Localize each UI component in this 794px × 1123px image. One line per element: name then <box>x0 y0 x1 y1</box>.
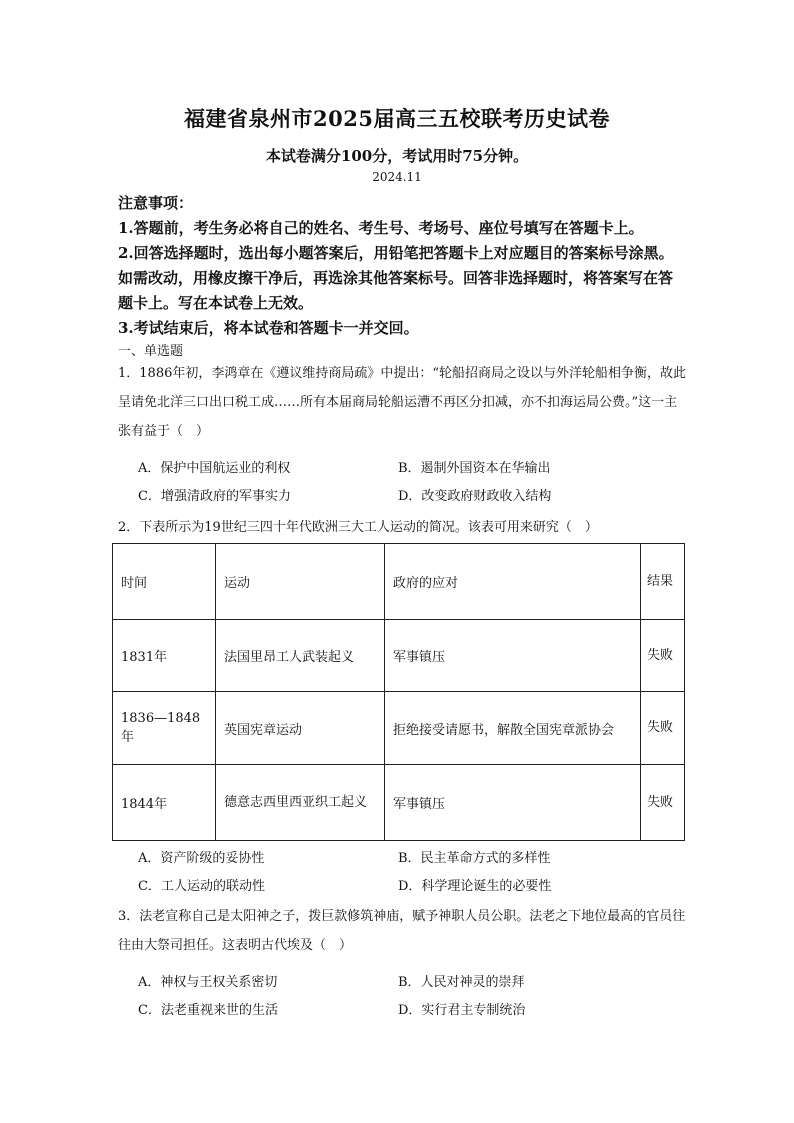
note-item: 1.答题前，考生务必将自己的姓名、考生号、考场号、座位号填写在答题卡上。 <box>118 219 644 237</box>
exam-title: 福建省泉州市2025届高三五校联考历史试卷 <box>184 106 610 131</box>
notes-heading: 注意事项： <box>118 194 194 212</box>
option-c[interactable]: C．工人运动的联动性 <box>138 878 265 894</box>
note-item: 3.考试结束后，将本试卷和答题卡一并交回。 <box>118 319 419 337</box>
option-b[interactable]: B．遏制外国资本在华输出 <box>398 460 551 476</box>
labor-movements-table <box>112 543 685 841</box>
question-stem: 1．1886年初，李鸿章在《遵议维持商局疏》中提出：“轮船招商局之设以与外洋轮船相争衡，故此呈请免北洋三口出口税工成……所有本届商局轮船运漕不再区分扣减，亦不扣海运局公费。”这一主张有益于（ ） <box>118 366 687 439</box>
table-header-cell: 政府的应对 <box>385 544 641 620</box>
option-a[interactable]: A．神权与王权关系密切 <box>138 974 278 990</box>
table-row <box>113 620 685 692</box>
option-a[interactable]: A．资产阶级的妥协性 <box>138 850 265 866</box>
table-cell: 1836—1848年 <box>113 692 216 765</box>
option-c[interactable]: C．法老重视来世的生活 <box>138 1002 278 1018</box>
option-d[interactable]: D．实行君主专制统治 <box>398 1002 526 1018</box>
table-header-cell: 结果 <box>641 544 685 620</box>
table-row <box>113 692 685 765</box>
table-cell: 拒绝接受请愿书，解散全国宪章派协会 <box>385 692 641 765</box>
question-2-options <box>138 842 658 898</box>
note-item: 2.回答选择题时，选出每小题答案后，用铅笔把答题卡上对应题目的答案标号涂黑。如需改动，用橡皮擦干净后，再选涂其他答案标号。回答非选择题时，将答案写在答题卡上。写在本试卷上无效。 <box>118 244 674 312</box>
question-2 <box>118 513 686 542</box>
section-title: 一、单选题 <box>118 344 184 359</box>
table-cell: 法国里昂工人武装起义 <box>216 620 385 692</box>
table-cell: 英国宪章运动 <box>216 692 385 765</box>
table-row <box>113 765 685 841</box>
table-header-row <box>113 544 685 620</box>
option-a[interactable]: A．保护中国航运业的利权 <box>138 460 291 476</box>
notes-list <box>118 216 686 341</box>
question-3 <box>118 902 686 960</box>
option-c[interactable]: C．增强清政府的军事实力 <box>138 488 291 504</box>
option-b[interactable]: B．民主革命方式的多样性 <box>398 850 551 866</box>
table-cell: 德意志西里西亚织工起义 <box>216 765 385 841</box>
table-cell: 军事镇压 <box>385 620 641 692</box>
table-cell: 失败 <box>641 692 685 765</box>
exam-subtitle: 本试卷满分100分，考试用时75分钟。 <box>265 147 529 165</box>
table-cell: 1844年 <box>113 765 216 841</box>
question-stem: 2．下表所示为19世纪三四十年代欧洲三大工人运动的简况。该表可用来研究（ ） <box>118 520 598 535</box>
option-b[interactable]: B．人民对神灵的崇拜 <box>398 974 525 990</box>
question-1 <box>118 359 686 446</box>
option-d[interactable]: D．科学理论诞生的必要性 <box>398 878 552 894</box>
table-cell: 军事镇压 <box>385 765 641 841</box>
question-stem: 3．法老宣称自己是太阳神之子，拨巨款修筑神庙，赋予神职人员公职。法老之下地位最高的官员往往由大祭司担任。这表明古代埃及（ ） <box>118 909 686 953</box>
option-d[interactable]: D．改变政府财政收入结构 <box>398 488 552 504</box>
table-header-cell: 运动 <box>216 544 385 620</box>
table-cell: 失败 <box>641 620 685 692</box>
table-cell: 1831年 <box>113 620 216 692</box>
question-1-options <box>138 452 658 508</box>
table-cell: 失败 <box>641 765 685 841</box>
table-header-cell: 时间 <box>113 544 216 620</box>
exam-date: 2024.11 <box>372 170 422 184</box>
question-3-options <box>138 966 658 1022</box>
